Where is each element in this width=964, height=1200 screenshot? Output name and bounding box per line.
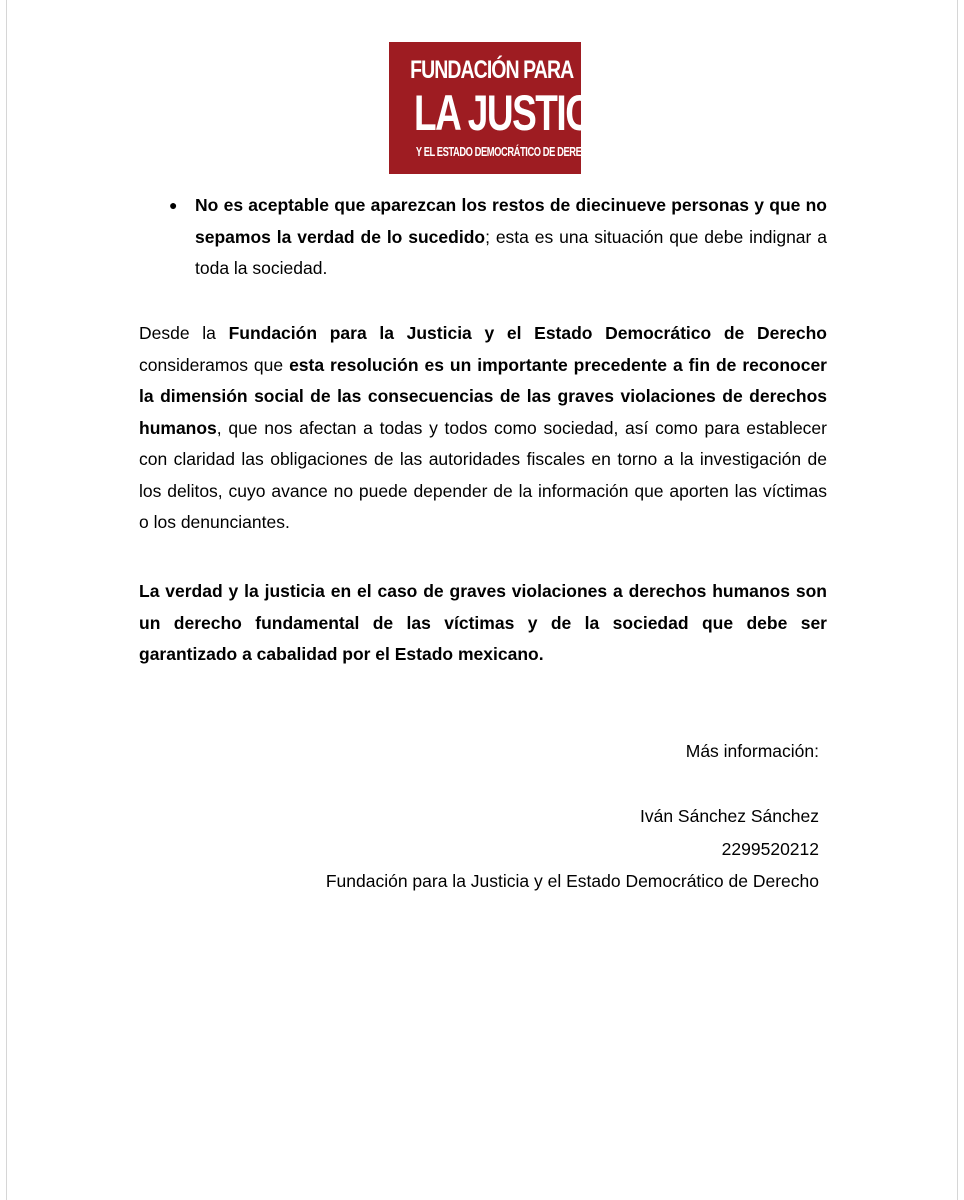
paragraph-truth-justice — [139, 576, 827, 671]
logo-line-3: Y EL ESTADO DEMOCRÁTICO DE DERECHO — [415, 144, 601, 159]
bullet-rest-text: ; esta es una situación que debe indignar a toda la sociedad. — [195, 226, 827, 278]
paragraph2-bold-2: esta resolución es un importante precedente a fin de reconocer la dimensión social de las consecuencias de las graves violaciones de derechos humanos — [139, 354, 827, 438]
paragraph2-text-2: consideramos que — [139, 354, 290, 375]
bullet-text — [195, 190, 827, 285]
foundation-logo — [389, 42, 625, 174]
paragraph-foundation-position — [139, 318, 827, 539]
paragraph2-bold-1: Fundación para la Justicia y el Estado Democrático de Derecho — [228, 323, 827, 343]
logo-line-2: LA JUSTICIA — [413, 85, 625, 141]
contact-phone: 2299520212 — [721, 839, 819, 859]
paragraph2-text-3: , que nos afectan a todas y todos como sociedad, así como para establecer con claridad las obligaciones de las autoridades fiscales en torno a la investigación de los delitos, cuyo avance no puede depender de la información que aporten las víctimas o los denunciantes. — [139, 417, 827, 532]
logo-line-1: FUNDACIÓN PARA — [410, 56, 574, 84]
bullet-bold-text: No es aceptable que aparezcan los restos de diecinueve personas y que no sepamos la verdad de lo sucedido — [195, 195, 827, 247]
contact-organization: Fundación para la Justicia y el Estado Democrático de Derecho — [325, 871, 819, 891]
document-page — [6, 0, 958, 1200]
paragraph3-bold: La verdad y la justicia en el caso de graves violaciones a derechos humanos son un derecho fundamental de las víctimas y de la sociedad que debe ser garantizado a cabalidad por el Estado mexicano. — [139, 581, 827, 664]
contact-heading: Más información: — [685, 741, 819, 761]
paragraph2-text-1: Desde la — [139, 323, 229, 343]
contact-name: Iván Sánchez Sánchez — [639, 806, 819, 826]
bullet-dot-icon: ● — [169, 197, 178, 213]
